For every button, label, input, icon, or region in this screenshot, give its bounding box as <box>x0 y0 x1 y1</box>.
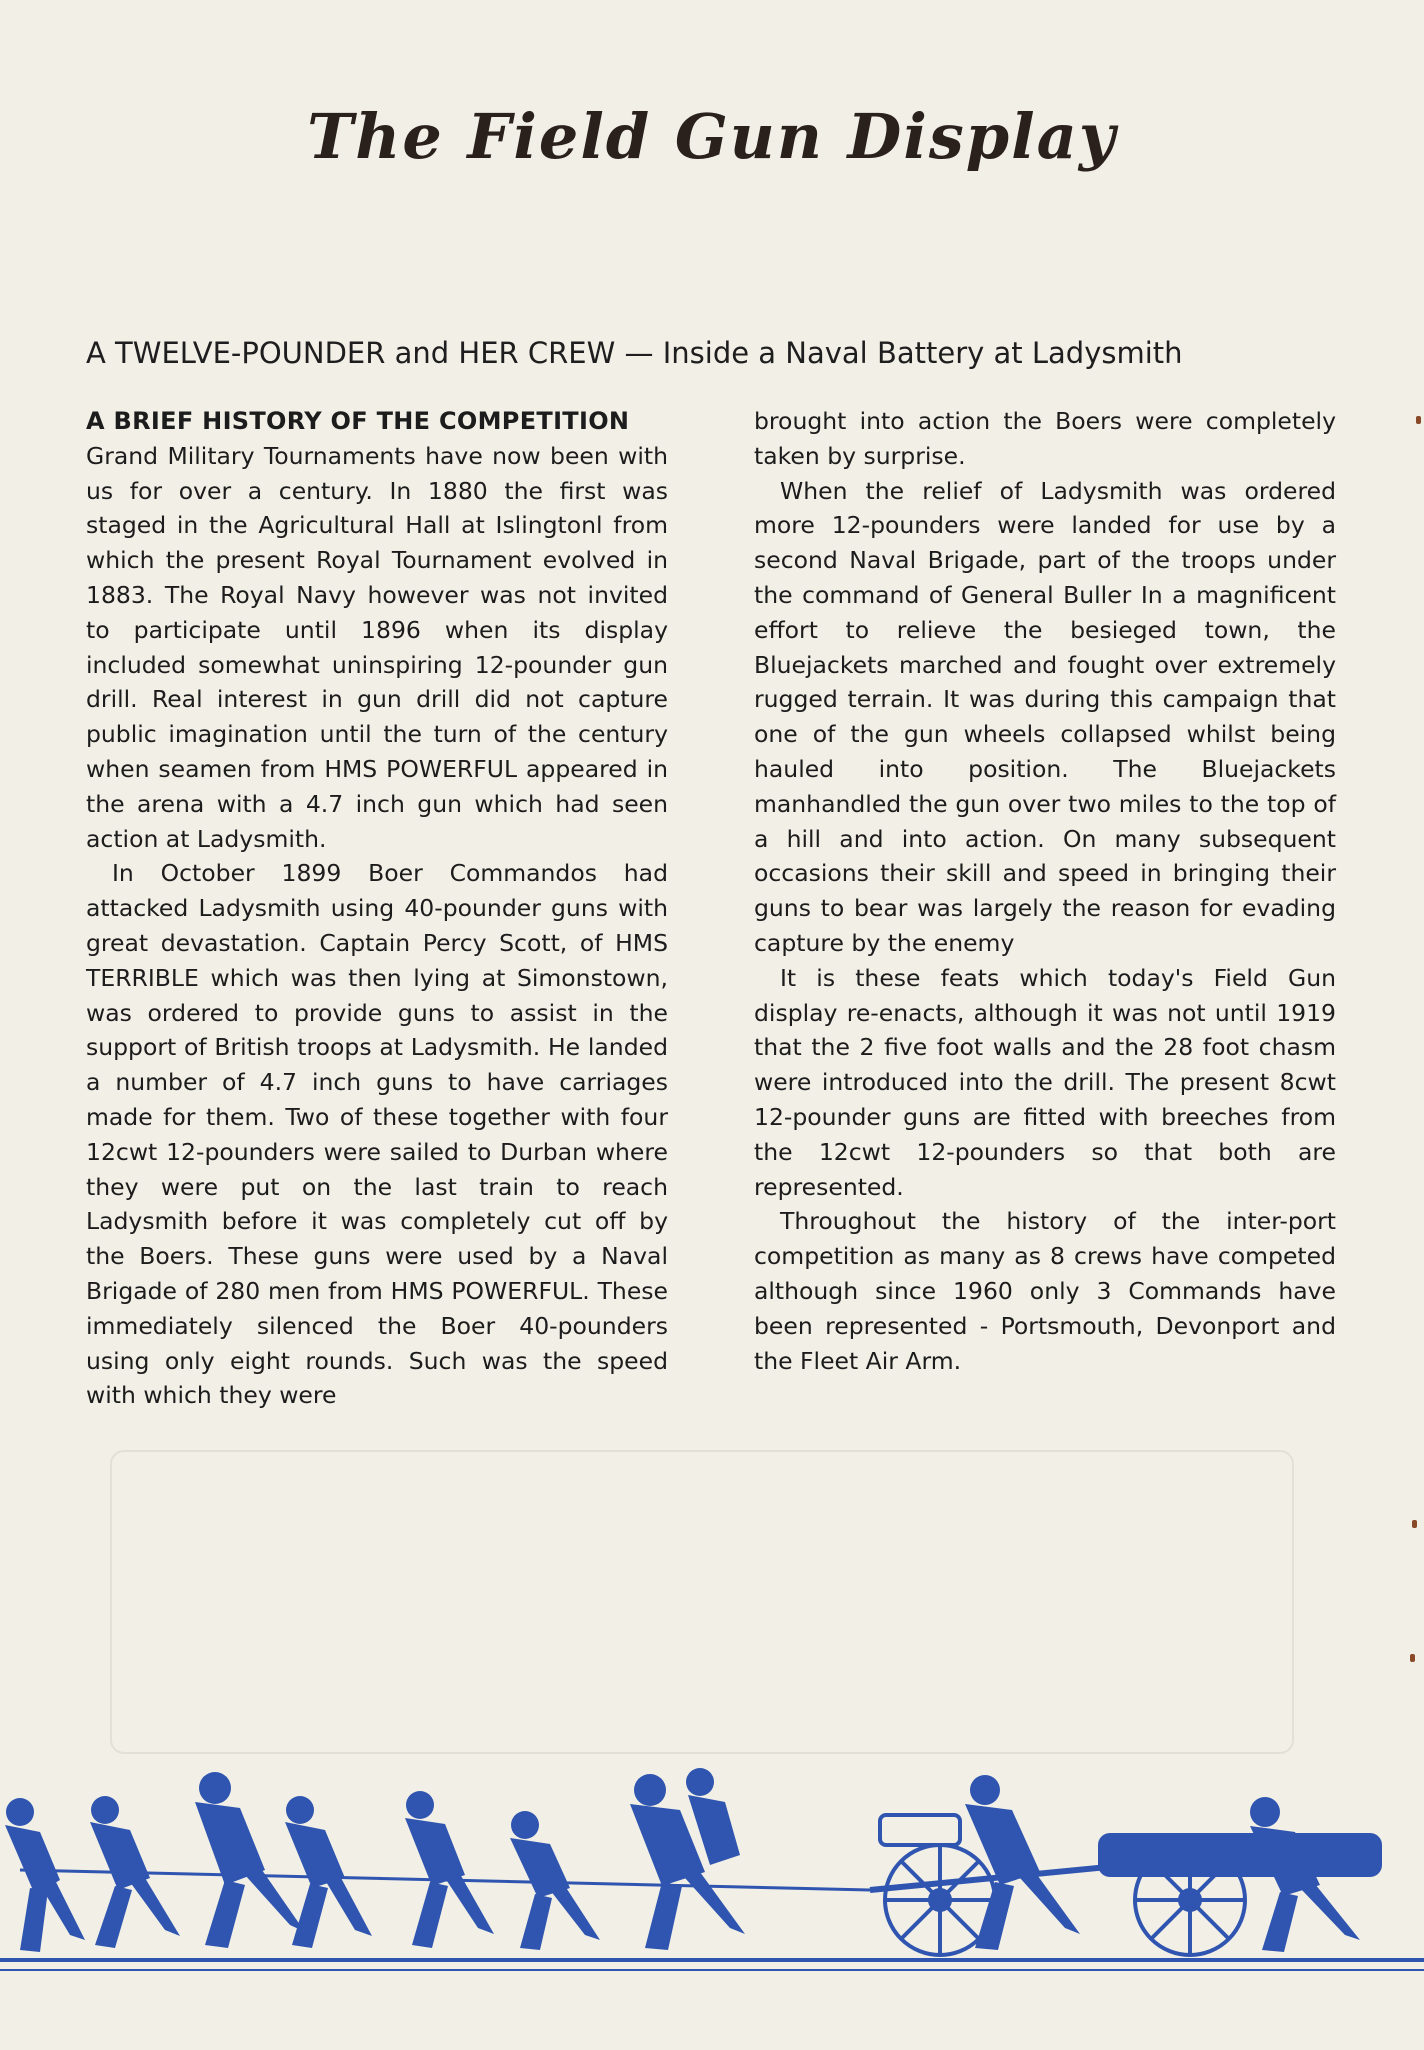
paragraph: It is these feats which today's Field Gun display re-enacts, although it was not until 1919 that the 2 five foot walls and the 28 foot chasm were introduced into the drill. The present 8cwt 12-pounder guns are fitted with breeches from the 12cwt 12-pounders so that both are represented. <box>754 963 1336 1201</box>
edge-mark <box>1412 1520 1417 1528</box>
right-column <box>754 404 1336 1378</box>
image-caption: A TWELVE-POUNDER and HER CREW — Inside a Naval Battery at Ladysmith <box>86 336 1183 370</box>
paragraph: In October 1899 Boer Commandos had attacked Ladysmith using 40-pounder guns with great devastation. Captain Percy Scott, of HMS TERRIBLE which was then lying at Simonstown, was ordered to provide guns to assist in the support of British troops at Ladysmith. He landed a number of 4.7 inch guns to have carriages made for them. Two of these together with four 12cwt 12-pounders were sailed to Durban where they were put on the last train to reach Ladysmith before it was completely cut off by the Boers. These guns were used by a Naval Brigade of 280 men from HMS POWERFUL. These immediately silenced the Boer 40-pounders using only eight rounds. Such was the speed with which they were <box>86 859 668 1410</box>
sailor-figure <box>630 1774 745 1950</box>
paragraph: When the relief of Ladysmith was ordered more 12-pounders were landed for use by a second Naval Brigade, part of the troops under the command of General Buller In a magnificent effort to relieve the besieged town, the Bluejackets marched and fought over extremely rugged terrain. It was during this campaign that one of the gun wheels collapsed whilst being hauled into position. The Bluejackets manhandled the gun over two miles to the top of a hill and into action. On many subsequent occasions their skill and speed in bringing their guns to bear was largely the reason for evading capture by the enemy <box>754 476 1336 957</box>
sailor-figure <box>195 1772 305 1948</box>
show-through-advert-frame <box>110 1450 1294 1754</box>
left-column <box>86 404 668 1413</box>
sailor-figure <box>285 1796 372 1948</box>
edge-mark <box>1410 1654 1415 1662</box>
page-title: The Field Gun Display <box>307 100 1117 173</box>
edge-mark <box>1416 416 1421 424</box>
section-heading: A BRIEF HISTORY OF THE COMPETITION <box>86 407 630 435</box>
gun-crew-illustration <box>0 1760 1424 1980</box>
paragraph: brought into action the Boers were completely taken by surprise. <box>754 407 1336 470</box>
sailor-figure <box>5 1798 85 1952</box>
paragraph: Throughout the history of the inter-port competition as many as 8 crews have competed although since 1960 only 3 Commands have been represented - Portsmouth, Devonport and the Fleet Air Arm. <box>754 1207 1336 1375</box>
sailor-figure <box>405 1791 494 1948</box>
paragraph: Grand Military Tournaments have now been with us for over a century. In 1880 the first was staged in the Agricultural Hall at Islingtonl from which the present Royal Tournament evolved in 1883. The Royal Navy however was not invited to participate until 1896 when its display included somewhat uninspiring 12-pounder gun drill. Real interest in gun drill did not capture public imagination until the turn of the century when seamen from HMS POWERFUL appeared in the arena with a 4.7 inch gun which had seen action at Ladysmith. <box>86 441 668 853</box>
